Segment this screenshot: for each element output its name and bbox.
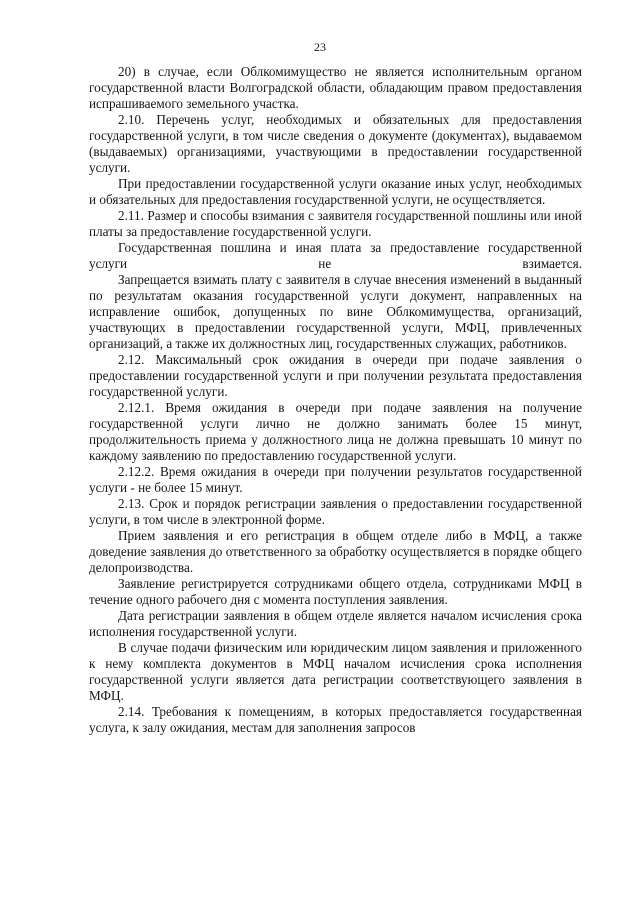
paragraph-fee-prohibited: Запрещается взимать плату с заявителя в случае внесения изменений в выданный по результатам оказания государственной услуги документ, направленных на исправление ошибок, допущенных по вине Облкомимущества, организаций, участвующих в предоставлении государственной услуги, МФЦ, привлеченных организаций, а также их должностных лиц, государственных служащих, работников. [89,272,582,351]
paragraph-2-12-heading: 2.12. Максимальный срок ожидания в очереди при подаче заявления о предоставлении государственной услуги и при получении результата предоставления государственной услуги. [89,352,582,399]
paragraph-other-services: При предоставлении государственной услуги оказание иных услуг, необходимых и обязательных для предоставления государственной услуги, не осуществляется. [89,176,582,207]
paragraph-2-11-heading: 2.11. Размер и способы взимания с заявителя государственной пошлины или иной платы за предоставление государственной услуги. [89,208,582,239]
paragraph-2-12-1: 2.12.1. Время ожидания в очереди при подаче заявления на получение государственной услуги лично не должно занимать более 15 минут, продолжительность приема у должностного лица не должна превышать 10 минут по каждому заявлению по предоставлению государственной услуги. [89,400,582,463]
paragraph-registration: Заявление регистрируется сотрудниками общего отдела, сотрудниками МФЦ в течение одного рабочего дня с момента поступления заявления. [89,576,582,607]
paragraph-2-14-heading: 2.14. Требования к помещениям, в которых предоставляется государственная услуга, к залу ожидания, местам для заполнения запросов [89,704,582,735]
paragraph-fee-not-charged: Государственная пошлина и иная плата за предоставление государственной услуги не взимается. [89,240,582,271]
body-text [89,64,582,736]
paragraph-registration-date: Дата регистрации заявления в общем отделе является началом исчисления срока исполнения государственной услуги. [89,608,582,639]
paragraph-item-20: 20) в случае, если Облкомимущество не является исполнительным органом государственной власти Волгоградской области, обладающим правом предоставления испрашиваемого земельного участка. [89,64,582,111]
paragraph-2-12-2: 2.12.2. Время ожидания в очереди при получении результатов государственной услуги - не более 15 минут. [89,464,582,495]
paragraph-reception: Прием заявления и его регистрация в общем отделе либо в МФЦ, а также доведение заявления до ответственного за обработку осуществляется в порядке общего делопроизводства. [89,528,582,575]
paragraph-2-10-heading: 2.10. Перечень услуг, необходимых и обязательных для предоставления государственной услуги, в том числе сведения о документе (документах), выдаваемом (выдаваемых) организациями, участвующими в предоставлении государственной услуги. [89,112,582,175]
page-number: 23 [314,40,326,54]
paragraph-mfc-submission: В случае подачи физическим или юридическим лицом заявления и приложенного к нему комплекта документов в МФЦ началом исчисления срока исполнения государственной услуги является дата регистрации соответствующего заявления в МФЦ. [89,640,582,703]
paragraph-2-13-heading: 2.13. Срок и порядок регистрации заявления о предоставлении государственной услуги, в том числе в электронной форме. [89,496,582,527]
